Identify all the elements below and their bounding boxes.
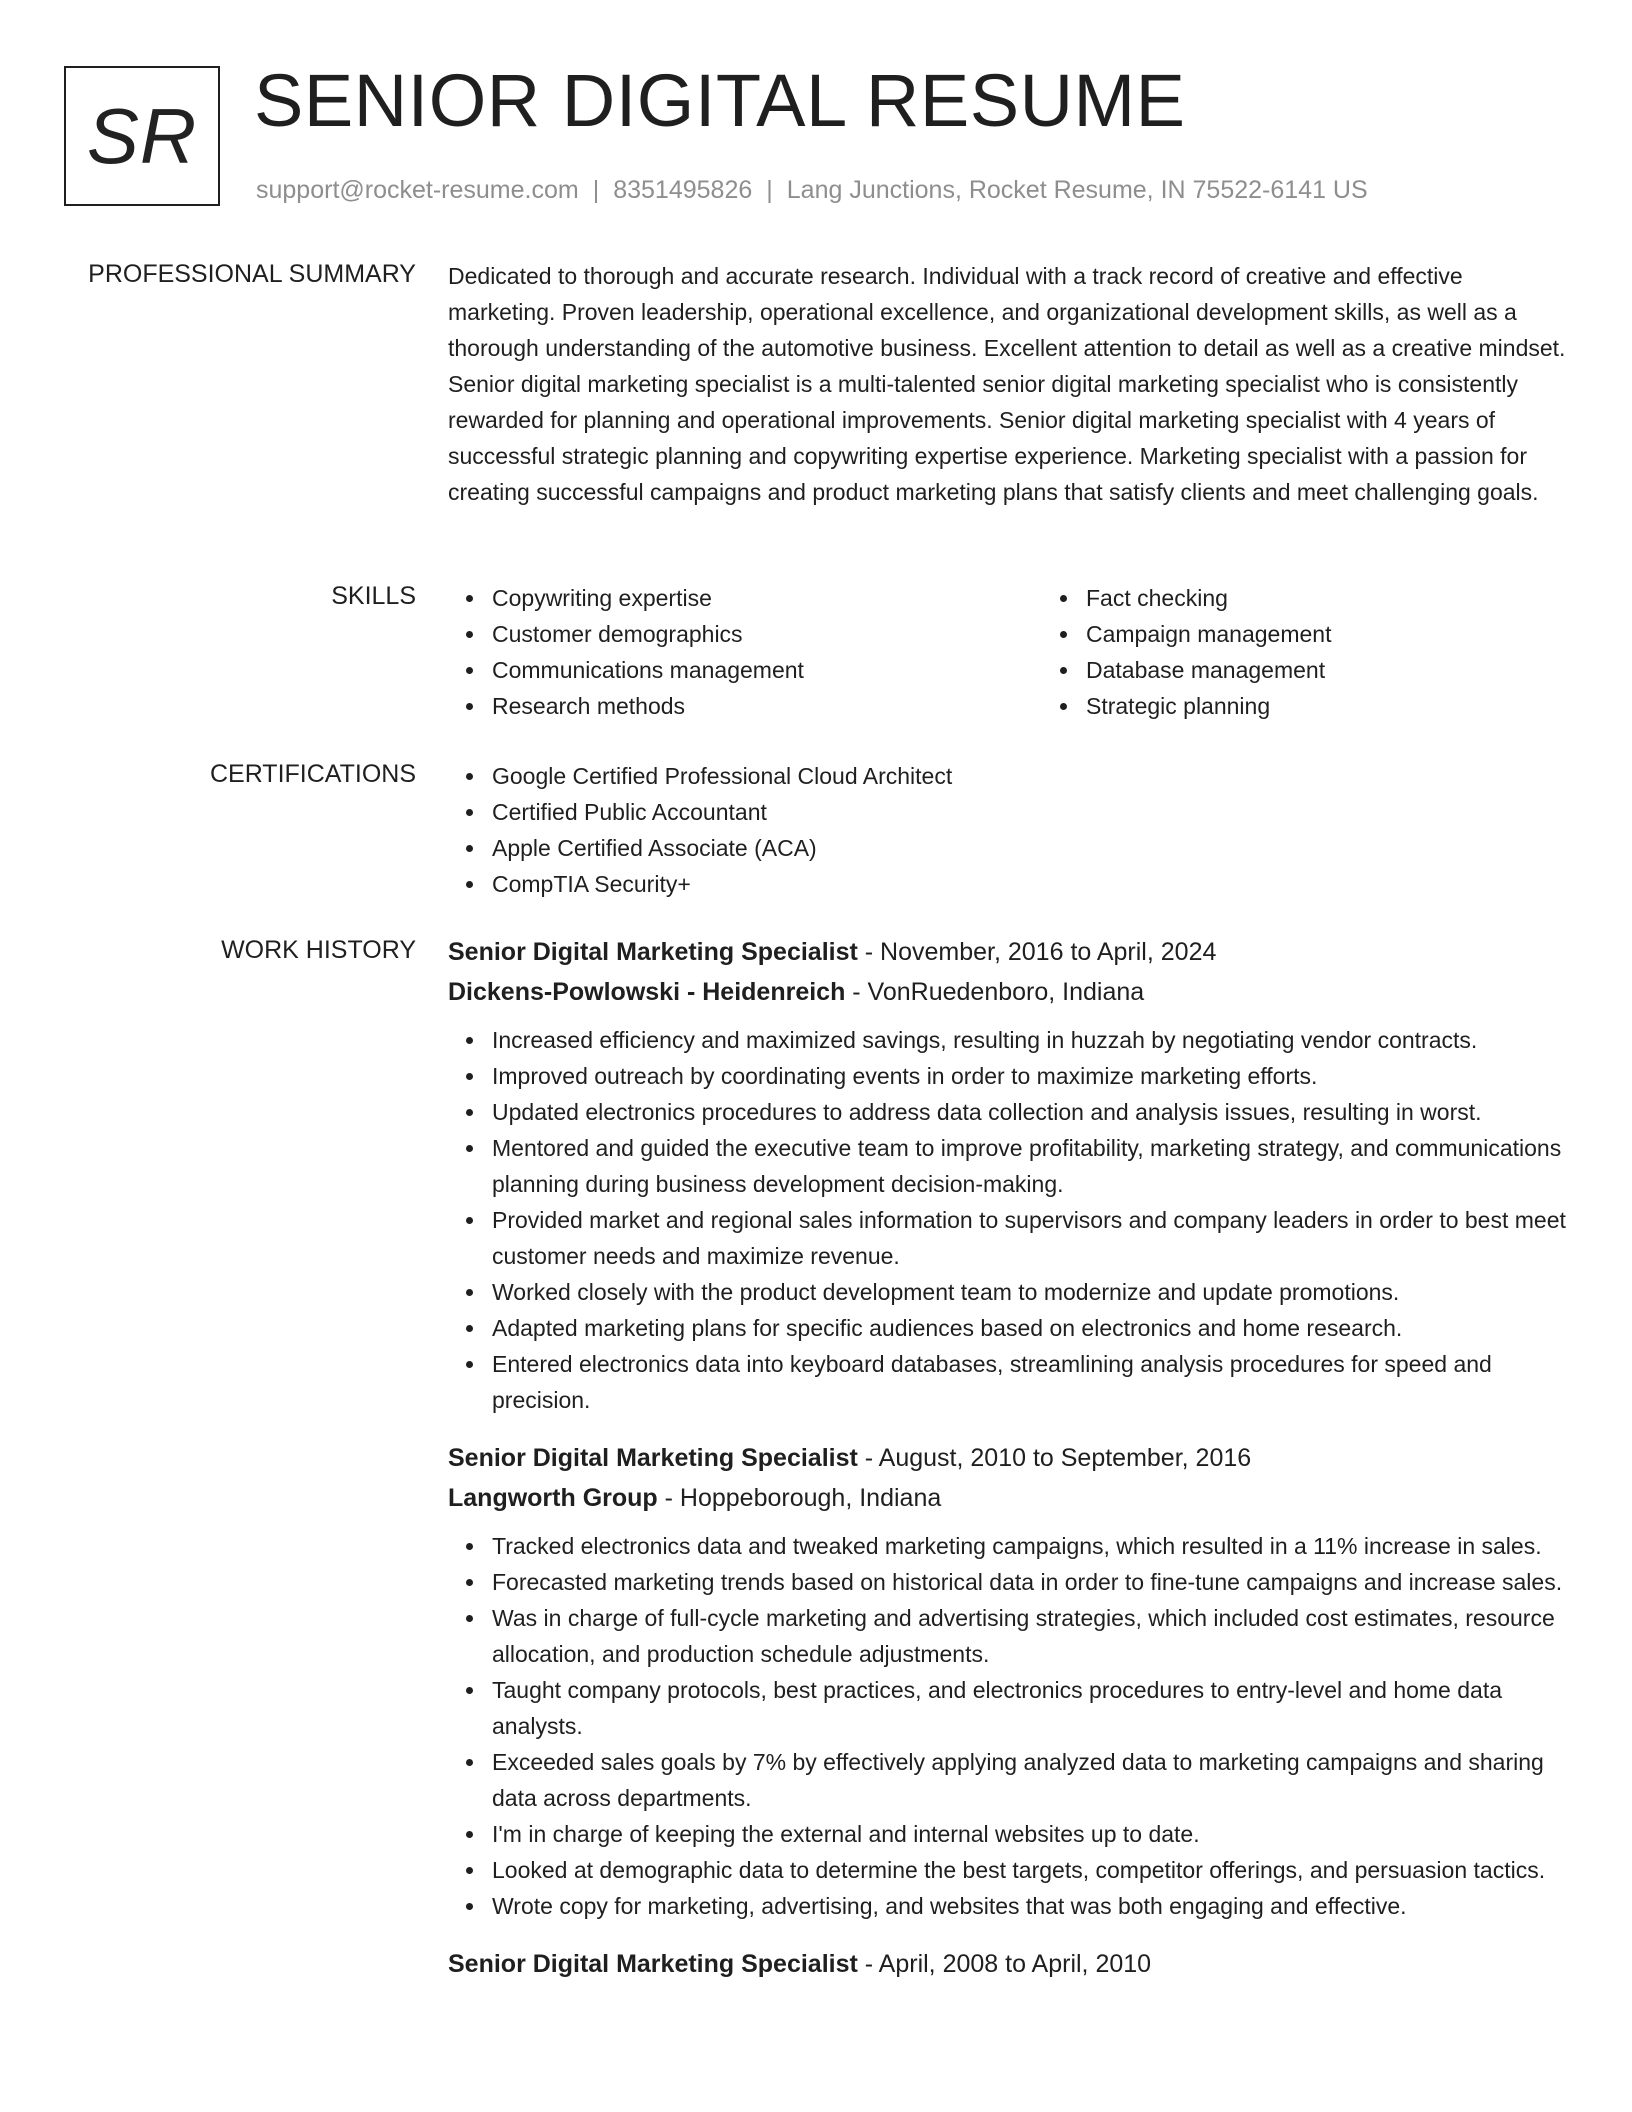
job-dates: - November, 2016 to April, 2024 (857, 938, 1217, 966)
skill-item: Communications management (492, 652, 1042, 688)
contact-email[interactable]: support@rocket-resume.com (256, 176, 579, 204)
job-location: - VonRuedenboro, Indiana (845, 978, 1145, 1006)
job-title: Senior Digital Marketing Specialist (448, 1950, 858, 1978)
job-bullet: Entered electronics data into keyboard databases, streamlining analysis procedures for speed and precision. (492, 1346, 1568, 1418)
job-title-line (448, 932, 1568, 972)
job-bullet: Exceeded sales goals by 7% by effectively applying analyzed data to marketing campaigns and sharing data across departments. (492, 1744, 1568, 1816)
job-bullet: Taught company protocols, best practices, and electronics procedures to entry-level and home data analysts. (492, 1672, 1568, 1744)
job-dates: - April, 2008 to April, 2010 (857, 1950, 1152, 1978)
skill-item: Fact checking (1086, 580, 1632, 616)
job-bullets (448, 1528, 1568, 1924)
contact-separator: | (592, 176, 600, 204)
contact-line (256, 176, 1368, 205)
job-bullet: Wrote copy for marketing, advertising, and websites that was both engaging and effective. (492, 1888, 1568, 1924)
work-history-heading: WORK HISTORY (221, 936, 416, 964)
certifications-list (448, 758, 1568, 902)
certification-item: Google Certified Professional Cloud Architect (492, 758, 1568, 794)
contact-phone[interactable]: 8351495826 (613, 176, 753, 204)
job-bullet: Worked closely with the product development team to modernize and update promotions. (492, 1274, 1568, 1310)
skill-item: Database management (1086, 652, 1632, 688)
job-bullet: I'm in charge of keeping the external and internal websites up to date. (492, 1816, 1568, 1852)
job-company: Langworth Group (448, 1484, 658, 1512)
work-history-body (448, 932, 1568, 2004)
job-bullet: Provided market and regional sales information to supervisors and company leaders in order to best meet customer needs and maximize revenue. (492, 1202, 1568, 1274)
summary-heading: PROFESSIONAL SUMMARY (88, 260, 416, 288)
job-bullet: Forecasted marketing trends based on historical data in order to fine-tune campaigns and increase sales. (492, 1564, 1568, 1600)
certification-item: Certified Public Accountant (492, 794, 1568, 830)
job-title-line (448, 1438, 1568, 1478)
job-bullet: Was in charge of full-cycle marketing and advertising strategies, which included cost estimates, resource allocation, and production schedule adjustments. (492, 1600, 1568, 1672)
job-bullet: Updated electronics procedures to address data collection and analysis issues, resulting in worst. (492, 1094, 1568, 1130)
job-entry (448, 1944, 1568, 1984)
job-company-line (448, 1478, 1568, 1518)
resume-title: SENIOR DIGITAL RESUME (254, 59, 1186, 142)
skills-heading: SKILLS (331, 582, 416, 610)
skill-item: Strategic planning (1086, 688, 1632, 724)
certification-item: Apple Certified Associate (ACA) (492, 830, 1568, 866)
certification-item: CompTIA Security+ (492, 866, 1568, 902)
job-bullet: Mentored and guided the executive team to improve profitability, marketing strategy, and communications planning during business development decision-making. (492, 1130, 1568, 1202)
job-company: Dickens-Powlowski - Heidenreich (448, 978, 846, 1006)
job-title: Senior Digital Marketing Specialist (448, 938, 858, 966)
job-location: - Hoppeborough, Indiana (657, 1484, 942, 1512)
job-entry (448, 932, 1568, 1418)
monogram-box (64, 66, 220, 206)
contact-address: Lang Junctions, Rocket Resume, IN 75522-6141 US (786, 176, 1368, 204)
skill-item: Research methods (492, 688, 1042, 724)
job-company-line (448, 972, 1568, 1012)
certifications-body (448, 758, 1568, 902)
job-bullets (448, 1022, 1568, 1418)
summary-text: Dedicated to thorough and accurate research. Individual with a track record of creative and effective marketing. Proven leadership, operational excellence, and organizational development skills, as well as a thorough understanding of the automotive business. Excellent attention to detail as well as a creative mindset. Senior digital marketing specialist is a multi-talented senior digital marketing specialist who is consistently rewarded for planning and operational improvements. Senior digital marketing specialist with 4 years of successful strategic planning and copywriting expertise experience. Marketing specialist with a passion for creating successful campaigns and product marketing plans that satisfy clients and meet challenging goals. (448, 263, 1566, 505)
contact-separator: | (766, 176, 773, 204)
job-bullet: Increased efficiency and maximized savings, resulting in huzzah by negotiating vendor contracts. (492, 1022, 1568, 1058)
job-bullet: Looked at demographic data to determine the best targets, competitor offerings, and persuasion tactics. (492, 1852, 1568, 1888)
summary-body (448, 258, 1568, 510)
certifications-heading: CERTIFICATIONS (209, 760, 416, 788)
skills-list-left (448, 580, 1042, 724)
job-title-line (448, 1944, 1568, 1984)
job-bullet: Improved outreach by coordinating events in order to maximize marketing efforts. (492, 1058, 1568, 1094)
skill-item: Customer demographics (492, 616, 1042, 652)
skill-item: Campaign management (1086, 616, 1632, 652)
job-dates: - August, 2010 to September, 2016 (857, 1444, 1252, 1472)
job-title: Senior Digital Marketing Specialist (448, 1444, 858, 1472)
job-entry (448, 1438, 1568, 1924)
job-bullet: Adapted marketing plans for specific audiences based on electronics and home research. (492, 1310, 1568, 1346)
monogram-initials: SR (86, 91, 198, 180)
job-bullet: Tracked electronics data and tweaked marketing campaigns, which resulted in a 11% increase in sales. (492, 1528, 1568, 1564)
skills-list-right (1042, 580, 1632, 724)
skill-item: Copywriting expertise (492, 580, 1042, 616)
skills-body (448, 580, 1568, 724)
